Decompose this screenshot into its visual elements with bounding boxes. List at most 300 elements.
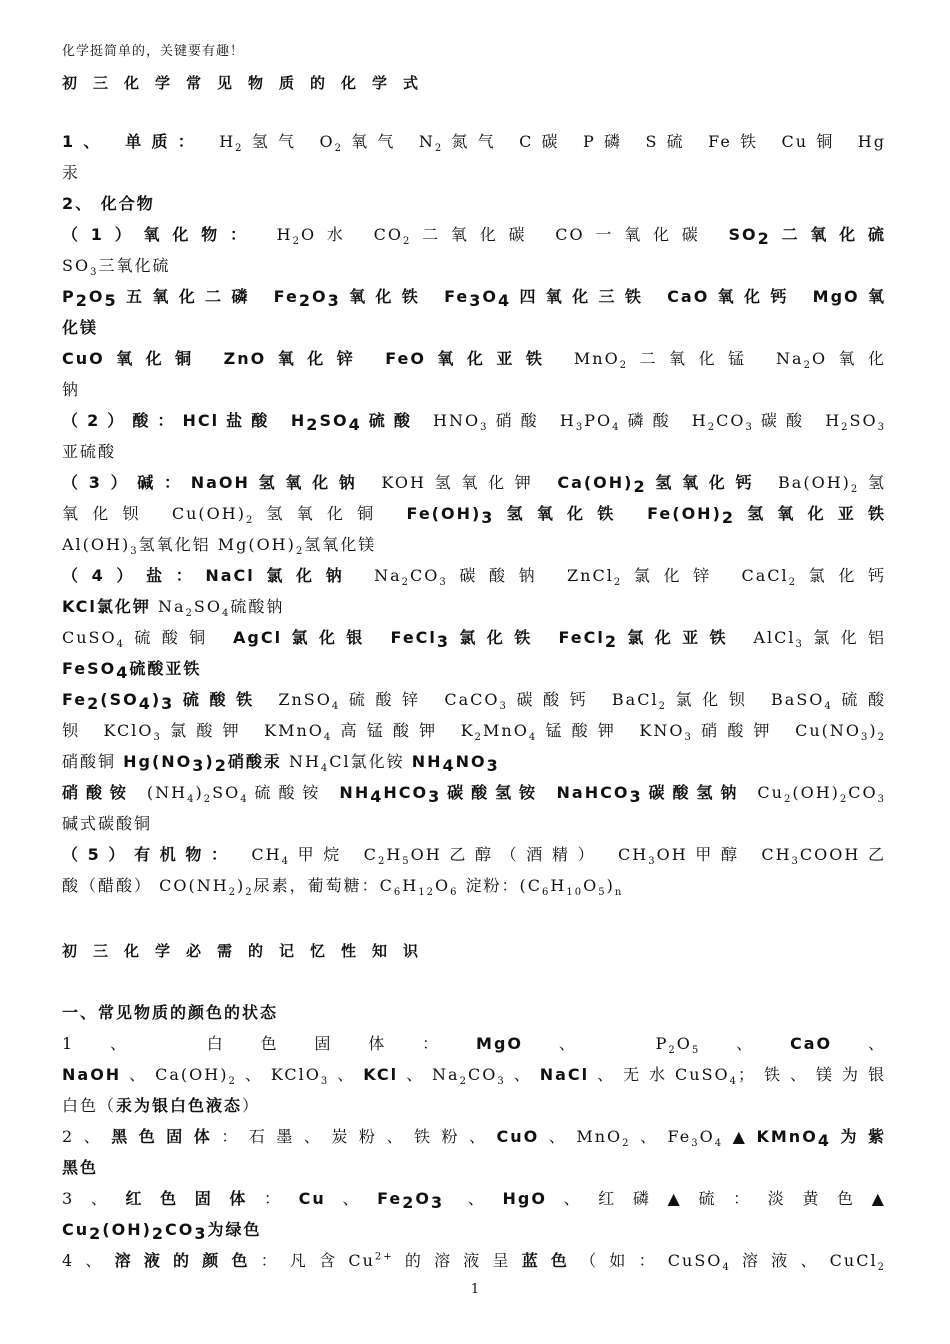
text-line	[62, 746, 886, 777]
page-number: 1	[470, 1282, 480, 1297]
text-segment: )	[869, 721, 878, 740]
text-segment: KOH氢氧化钾	[365, 473, 558, 492]
text-segment: NH	[411, 752, 443, 771]
text-segment: 碳酸钠 ZnCl	[447, 566, 614, 585]
text-segment: 、	[325, 1189, 378, 1208]
text-segment: 3	[648, 856, 657, 868]
text-segment: ；铁、镁为银	[738, 1065, 886, 1084]
text-segment: 2	[474, 732, 484, 744]
text-segment: 氢氧化铁 Fe(OH)	[494, 504, 722, 523]
text-segment: AlCl	[736, 628, 796, 647]
text-segment: 磷酸 H	[620, 411, 708, 430]
text-line	[62, 777, 886, 808]
text-segment: 3	[161, 694, 175, 714]
text-segment: 2、 化合物	[62, 194, 155, 213]
text-segment: COOH乙	[799, 845, 886, 864]
text-line	[62, 126, 886, 157]
text-segment: 2	[721, 508, 736, 528]
text-segment: 二氧化硫	[770, 225, 886, 244]
text-line	[62, 1183, 886, 1214]
text-segment: 硫酸亚铁	[129, 659, 202, 678]
text-line	[62, 529, 886, 560]
text-segment: 氯化亚铁	[618, 628, 737, 647]
text-segment: 碳酸钙 BaCl	[507, 690, 659, 709]
text-line	[62, 343, 886, 374]
text-segment: 2	[203, 794, 213, 806]
text-segment: 2	[151, 1224, 166, 1244]
text-segment: 4	[187, 794, 196, 806]
text-segment: O	[583, 876, 599, 895]
text-segment: 硝酸钾 Cu(NO	[692, 721, 861, 740]
text-line	[62, 312, 886, 343]
text-segment: Cu	[744, 783, 784, 802]
text-segment: 3	[691, 1138, 700, 1150]
text-segment: 、	[505, 1065, 540, 1084]
text-segment: 2	[377, 856, 387, 868]
text-segment: 4	[320, 763, 330, 775]
text-segment: 3	[480, 422, 489, 434]
text-segment: 2	[783, 794, 793, 806]
text-segment: CO	[165, 1220, 195, 1239]
text-segment: 2	[228, 1076, 237, 1088]
text-segment: )	[237, 876, 246, 895]
text-segment: 3、	[62, 1189, 126, 1208]
text-segment: 黑色	[62, 1158, 99, 1177]
text-segment: 3	[499, 701, 508, 713]
text-segment: 2	[707, 422, 717, 434]
text-segment: 汞	[62, 163, 81, 182]
text-segment: 硫酸铵	[248, 783, 340, 802]
text-segment: 2	[235, 143, 244, 155]
text-segment: 2	[841, 422, 850, 434]
text-segment: O氧化	[811, 349, 886, 368]
text-segment: SO	[849, 411, 878, 430]
text-segment: 4	[138, 694, 152, 714]
text-segment: 4	[116, 663, 130, 683]
text-segment: 2	[295, 546, 305, 558]
text-segment: 3	[877, 794, 886, 806]
text-segment: 6	[542, 887, 551, 899]
text-segment: 2	[619, 360, 629, 372]
text-segment: （1）氧化物：	[62, 225, 259, 244]
text-segment: 2	[877, 1262, 886, 1274]
text-segment: )	[205, 752, 215, 771]
text-segment: ：石墨、炭粉、铁粉、	[221, 1127, 497, 1146]
text-segment: O	[699, 1127, 715, 1146]
text-segment: 3	[90, 267, 99, 279]
text-segment: 3	[130, 546, 139, 558]
memory-knowledge	[62, 997, 886, 1276]
text-segment: Na	[355, 566, 402, 585]
text-segment: 3	[795, 639, 804, 651]
text-segment: 尿素，葡萄糖：C	[253, 876, 394, 895]
text-segment: 2	[87, 694, 101, 714]
text-segment: 3	[320, 1076, 330, 1088]
text-segment: SO	[319, 411, 349, 430]
text-segment: 2	[245, 887, 254, 899]
text-segment: 2	[402, 236, 412, 248]
header-note: 化学挺简单的，关键要有趣！	[62, 44, 245, 59]
text-segment: 6	[393, 887, 403, 899]
text-segment: 氯化铝	[803, 628, 886, 647]
text-segment: 四氧化三铁 CaO氧化钙 MgO氧	[511, 287, 886, 306]
text-segment: 3	[194, 1224, 208, 1244]
text-segment: CO	[716, 411, 746, 430]
text-segment: 、无水CuSO	[589, 1065, 730, 1084]
text-line	[62, 560, 886, 591]
text-segment: 为紫	[830, 1127, 886, 1146]
text-segment: 氯化钡 BaSO	[666, 690, 825, 709]
text-segment: 2	[292, 236, 301, 248]
text-segment: 2	[459, 1076, 468, 1088]
text-segment: 3	[877, 422, 886, 434]
text-line	[62, 467, 886, 498]
text-segment: )	[606, 876, 615, 895]
text-segment: 硫酸铜	[125, 628, 233, 647]
text-segment: （4）盐：NaCl氯化钠	[62, 566, 356, 585]
text-segment: （如：CuSO	[580, 1251, 723, 1270]
text-segment: 化镁	[62, 318, 99, 337]
text-segment: 2+	[374, 1251, 394, 1263]
text-segment: OH乙醇（酒精） CH	[410, 845, 649, 864]
text-segment: 4	[722, 1262, 731, 1274]
text-segment: n	[614, 887, 624, 899]
text-segment: CaO	[789, 1034, 833, 1053]
text-segment: 氢	[859, 473, 886, 492]
text-segment: Al(OH)	[62, 535, 131, 554]
text-line	[62, 374, 886, 405]
text-segment: 2	[877, 732, 886, 744]
text-segment: NH	[281, 752, 321, 771]
text-segment: 氢氧化亚铁	[735, 504, 886, 523]
text-segment: 4	[528, 732, 538, 744]
text-segment: KCl氯化钾	[62, 597, 151, 616]
text-segment: O	[434, 876, 451, 895]
text-segment: CuO氧化铜 ZnO氧化锌 FeO氧化亚铁	[62, 349, 556, 368]
text-segment: 为绿色	[207, 1220, 262, 1239]
text-segment: 1、 单质：	[62, 132, 204, 151]
text-segment: 氢氧化钙	[646, 473, 763, 492]
text-segment: PO	[584, 411, 613, 430]
text-segment: O水 CO	[300, 225, 403, 244]
text-segment: O	[311, 287, 328, 306]
text-segment: 氢氧化铜	[254, 504, 407, 523]
text-segment: ZnSO	[262, 690, 332, 709]
text-segment: 10	[566, 887, 584, 899]
text-segment: AgCl氯化银 FeCl	[233, 628, 437, 647]
text-segment: 钡 KClO	[62, 721, 154, 740]
text-segment: （5）有机物：	[62, 845, 237, 864]
text-segment: 1、 白色固体：	[62, 1034, 477, 1053]
text-segment: OH甲醇 CH	[656, 845, 792, 864]
text-segment: 硝酸 H	[488, 411, 576, 430]
text-segment: 3	[486, 756, 500, 776]
text-segment: H	[402, 876, 419, 895]
text-segment: ：	[264, 1189, 299, 1208]
text-segment: 2	[75, 291, 89, 311]
text-line	[62, 839, 886, 870]
text-segment: 溶液的颜色	[114, 1251, 261, 1270]
text-line	[62, 591, 886, 622]
text-segment: 、	[329, 1065, 364, 1084]
text-segment: 黑色固体	[111, 1127, 222, 1146]
text-segment: 3	[629, 787, 643, 807]
text-line	[62, 715, 886, 746]
text-segment: Cu	[298, 1189, 326, 1208]
text-segment: 硝酸铜	[62, 752, 124, 771]
text-line	[62, 1059, 886, 1090]
text-segment: 3	[575, 422, 585, 434]
text-segment: 二氧化锰 Na	[628, 349, 804, 368]
text-segment: 4	[442, 756, 456, 776]
text-segment: 氧气 N	[342, 132, 435, 151]
text-segment: 3	[430, 1193, 445, 1213]
text-segment: Fe(OH)	[406, 504, 482, 523]
text-segment: 2	[434, 143, 444, 155]
text-segment: 2	[334, 143, 343, 155]
text-line	[62, 498, 886, 529]
text-segment: HgO	[502, 1189, 547, 1208]
text-segment: MnO	[483, 721, 529, 740]
text-segment: (OH)	[792, 783, 840, 802]
text-segment: 2	[658, 701, 667, 713]
text-segment: 4	[370, 787, 384, 807]
text-segment: 氯化锌 CaCl	[622, 566, 789, 585]
text-segment: Ca(OH)	[557, 473, 634, 492]
text-segment: 的溶液呈	[393, 1251, 522, 1270]
text-segment: 三氧化硫	[98, 256, 171, 275]
text-segment: 红色固体	[125, 1189, 265, 1208]
text-segment: (NH	[133, 783, 188, 802]
text-segment: 、MnO	[539, 1127, 623, 1146]
text-line	[62, 1121, 886, 1152]
text-segment: 4	[116, 639, 125, 651]
text-segment: 2	[613, 577, 623, 589]
text-segment: NO	[455, 752, 487, 771]
text-segment: 2	[185, 608, 194, 620]
text-segment: 硫酸铁	[174, 690, 263, 709]
text-segment: 2	[604, 632, 619, 652]
text-segment: Hg(NO	[123, 752, 193, 771]
text-line	[62, 405, 886, 436]
text-segment: 白色（	[62, 1096, 117, 1115]
text-segment: 氯化铁 FeCl	[450, 628, 605, 647]
text-line	[62, 870, 886, 901]
text-segment: 2	[803, 360, 812, 372]
text-segment: 氢氧化铝 Mg(OH)	[138, 535, 296, 554]
text-segment: 氢气 O	[243, 132, 335, 151]
text-line	[62, 436, 886, 467]
text-segment: O	[415, 1189, 431, 1208]
text-segment: ：凡含Cu	[260, 1251, 375, 1270]
text-segment: 、	[444, 1189, 503, 1208]
text-segment: CO	[848, 783, 878, 802]
text-segment: CH	[236, 845, 282, 864]
text-segment: 碳酸氢铵 NaHCO	[441, 783, 630, 802]
text-segment: SO	[193, 597, 222, 616]
text-segment: 4	[714, 1138, 724, 1150]
text-segment: 2	[622, 1138, 631, 1150]
text-segment: HNO	[418, 411, 481, 430]
text-segment: 2	[228, 887, 238, 899]
text-line	[62, 157, 886, 188]
text-segment: HCO	[383, 783, 429, 802]
text-line	[62, 1028, 886, 1059]
text-segment: 、Na	[398, 1065, 460, 1084]
text-line	[62, 684, 886, 715]
text-segment: 硫酸	[361, 411, 419, 430]
text-segment: )	[151, 690, 162, 709]
text-segment: 甲烷 C	[290, 845, 378, 864]
text-segment: 硝酸汞	[227, 752, 282, 771]
text-segment: 碳酸 H	[753, 411, 842, 430]
text-segment: O	[482, 287, 498, 306]
text-segment: 2	[306, 415, 320, 435]
text-segment: （3）碱：NaOH氢氧化钠	[62, 473, 366, 492]
text-segment: 氯酸钾 KMnO	[161, 721, 324, 740]
text-segment: 碳酸氢钠	[642, 783, 745, 802]
text-segment: SO	[62, 256, 91, 275]
text-segment: （2）酸：HCl盐酸 H	[62, 411, 307, 430]
text-segment: )	[195, 783, 204, 802]
text-segment: FeSO	[62, 659, 117, 678]
text-segment: 3	[497, 1076, 506, 1088]
text-segment: 4	[497, 291, 512, 311]
text-segment: 钠	[62, 380, 81, 399]
text-segment: CuSO	[62, 628, 117, 647]
text-segment: Ba(OH)	[762, 473, 851, 492]
text-segment: 、红磷▲硫：淡黄色▲	[546, 1189, 886, 1208]
text-segment: 氧化钡 Cu(OH)	[62, 504, 246, 523]
text-line	[62, 1245, 886, 1276]
text-segment: 3	[428, 787, 442, 807]
text-segment: 3	[192, 756, 206, 776]
text-segment: 2	[298, 291, 312, 311]
text-segment: 3	[439, 577, 448, 589]
text-segment: 、Fe	[630, 1127, 692, 1146]
text-segment: 4、	[62, 1251, 115, 1270]
text-segment: 2	[401, 577, 411, 589]
text-segment: CO	[410, 566, 440, 585]
section-title-memory: 初三化学必需的记忆性知识	[62, 942, 435, 960]
text-segment: 4	[222, 608, 231, 620]
text-segment: 2	[788, 577, 798, 589]
text-segment: H	[550, 876, 567, 895]
text-segment: 3	[791, 856, 800, 868]
text-segment: 4	[323, 732, 333, 744]
text-segment: 2	[757, 229, 771, 249]
text-line	[62, 622, 886, 653]
text-segment: 、	[832, 1034, 886, 1053]
text-segment: 5	[104, 291, 118, 311]
text-segment: 3	[327, 291, 341, 311]
text-segment: 4	[817, 1131, 831, 1151]
text-segment: P	[62, 287, 76, 306]
text-segment: 2	[850, 484, 860, 496]
text-segment: 3	[745, 422, 754, 434]
text-segment: 蓝色	[521, 1251, 581, 1270]
text-segment: 氮气 C碳 P磷 S硫 Fe铁 Cu铜 Hg	[443, 132, 886, 151]
text-segment: 二氧化碳 CO一氧化碳	[411, 225, 729, 244]
text-segment: 3	[436, 632, 451, 652]
text-segment: 汞为银白色液态	[116, 1096, 243, 1115]
text-line	[62, 808, 886, 839]
text-segment: CO	[467, 1065, 498, 1084]
text-segment: (OH)	[102, 1220, 152, 1239]
text-segment: 硫酸	[832, 690, 886, 709]
text-segment: 4	[281, 856, 290, 868]
text-segment: 4	[331, 701, 341, 713]
text-segment: Cl氯化铵	[329, 752, 412, 771]
text-segment: 4	[729, 1076, 739, 1088]
text-segment: CuO	[496, 1127, 540, 1146]
text-line	[62, 1090, 886, 1121]
text-line	[62, 250, 886, 281]
text-segment: 2	[668, 1045, 677, 1057]
text-segment: 硫酸锌 CaCO	[340, 690, 500, 709]
text-segment: H	[386, 845, 403, 864]
text-segment: 淀粉：(C	[458, 876, 543, 895]
text-line	[62, 997, 886, 1028]
text-segment: 一、常见物质的颜色的状态	[62, 1003, 279, 1022]
text-segment: SO	[728, 225, 758, 244]
text-segment: Na	[150, 597, 186, 616]
text-segment: 2、	[62, 1127, 112, 1146]
text-segment: KCl	[363, 1065, 399, 1084]
text-segment: MnO	[555, 349, 620, 368]
text-segment: 高锰酸钾 K	[332, 721, 475, 740]
text-segment: (SO	[100, 690, 139, 709]
text-segment: 、	[700, 1034, 790, 1053]
text-segment: 2	[89, 1224, 103, 1244]
section-title-formulas: 初三化学常见物质的化学式	[62, 74, 435, 92]
text-segment: 4	[348, 415, 362, 435]
text-segment: 2	[245, 515, 255, 527]
text-segment: ）	[242, 1096, 261, 1115]
text-segment: 4	[824, 701, 833, 713]
text-segment: 3	[153, 732, 162, 744]
text-segment: 亚硫酸	[62, 442, 117, 461]
text-segment: 3	[861, 732, 870, 744]
text-segment: 3	[481, 508, 495, 528]
text-segment: MgO	[476, 1034, 524, 1053]
text-segment: SO	[212, 783, 241, 802]
text-line	[62, 653, 886, 684]
text-segment: 碱式碳酸铜	[62, 814, 153, 833]
text-segment: 3	[469, 291, 483, 311]
text-line	[62, 281, 886, 312]
text-segment: Fe	[377, 1189, 403, 1208]
text-segment: 5	[598, 887, 607, 899]
text-line	[62, 219, 886, 250]
text-segment: 6	[450, 887, 459, 899]
text-segment: NaCl	[539, 1065, 590, 1084]
text-segment: 、Ca(OH)	[121, 1065, 229, 1084]
text-segment: NaOH	[62, 1065, 122, 1084]
text-segment: Cu	[62, 1220, 90, 1239]
text-segment: 、KClO	[236, 1065, 321, 1084]
text-segment: 氧化铁 Fe	[340, 287, 470, 306]
text-segment: 、 P	[523, 1034, 669, 1053]
text-segment: H	[203, 132, 236, 151]
text-segment: H	[258, 225, 293, 244]
text-segment: 2	[839, 794, 849, 806]
text-segment: 4	[240, 794, 249, 806]
text-segment: Fe	[62, 690, 88, 709]
text-segment: 酸（醋酸） CO(NH	[62, 876, 229, 895]
formula-list	[62, 126, 886, 901]
text-segment: 5	[402, 856, 411, 868]
